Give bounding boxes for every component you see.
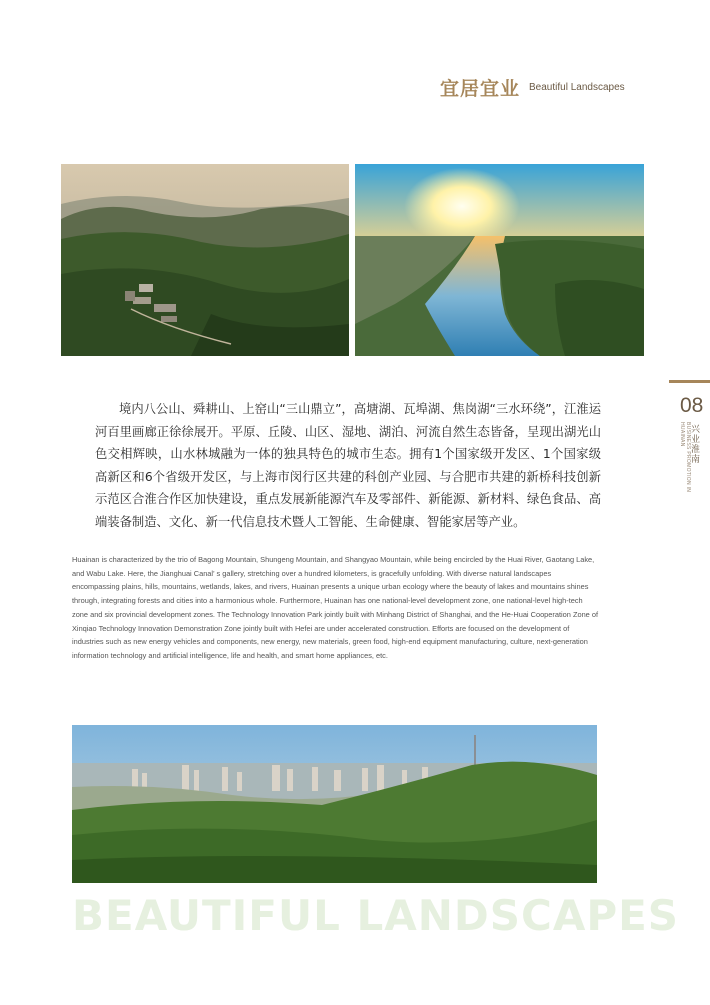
city-hills-photo — [72, 725, 597, 883]
chapter-label-cn: 兴业淮南 — [689, 424, 699, 464]
body-paragraph-cn: 境内八公山、舜耕山、上窑山“三山鼎立”，高塘湖、瓦埠湖、焦岗湖“三水环绕”，江淮运河百里画廊正徐徐展开。平原、丘陵、山区、湿地、湖泊、河流自然生态皆备，呈现出湖光山色交相辉映，山水林城融为一体的独具特色的城市生态。拥有1个国家级开发区、1个国家级高新区和6个省级开发区，与上海市闵行区共建的科创产业园、与合肥市共建的新桥科技创新示范区合淮合作区加快建设，重点发展新能源汽车及零部件、新能源、新材料、绿色食品、高端装备制造、文化、新一代信息技术暨人工智能、生命健康、智能家居等产业。 — [95, 402, 601, 529]
chapter-tab — [669, 380, 710, 510]
chapter-label-en: BUSINESS PROMOTION IN HUAINAN — [679, 422, 691, 493]
watermark-title: BEAUTIFUL LANDSCAPES — [72, 891, 680, 940]
section-title-cn: 宜居宜业 — [440, 78, 521, 100]
chapter-tab-rule — [669, 380, 710, 383]
page-header — [440, 74, 680, 100]
chapter-number: 08 — [680, 394, 704, 417]
section-title-en: Beautiful Landscapes — [529, 82, 625, 93]
body-paragraph-en: Huainan is characterized by the trio of Bagong Mountain, Shungeng Mountain, and Shangyao Mountain, while being encircled by the Huai River, Gaotang Lake, and Wabu Lake. Here, the Jianghuai Canal’ s gallery, stretching over a hundred kilometers, is gracefully unfolding. With diverse natural landscapes encompassing plains, hills, mountains, wetlands, lakes, and rivers, Huainan presents a unique urban ecology where the beauty of lakes and mountains shines through, integrating forests and cities into a harmonious whole. Furthermore, Huainan has one national-level development zone, one national-level high-tech zone and six provincial development zones. The Technology Innovation Park jointly built with Minhang District of Shanghai, and the He-Huai Cooperation Zone of Xinqiao Technology Innovation Demonstration Zone jointly built with Hefei are under accelerated construction. Efforts are focused on the development of industries such as new energy vehicles and components, new energy, new materials, green food, high-end equipment manufacturing, culture, next-generation information technology and artificial intelligence, life and health, and smart home appliances, etc. — [72, 555, 599, 660]
sunset-river-photo — [355, 164, 644, 356]
mountain-temple-photo — [61, 164, 349, 356]
